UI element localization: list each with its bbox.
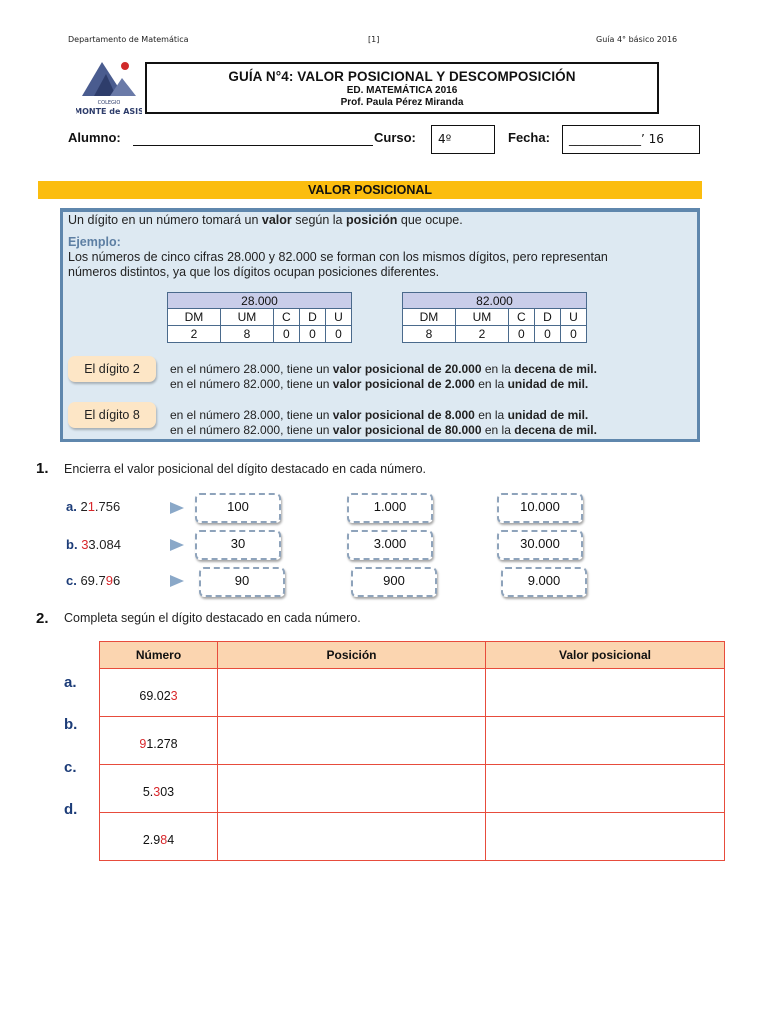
number-cell: 91.278 — [100, 717, 218, 765]
header-d: D — [534, 309, 560, 326]
valor-answer-cell[interactable] — [486, 717, 725, 765]
example-label: Ejemplo: — [68, 235, 121, 249]
teacher-name: Prof. Paula Pérez Miranda — [340, 97, 464, 108]
alumno-field[interactable] — [133, 145, 373, 146]
header-um: UM — [220, 309, 273, 326]
logo-text-top: COLEGIO — [97, 100, 121, 106]
option-c-2[interactable]: 900 — [351, 567, 437, 597]
number-cell: 69.023 — [100, 669, 218, 717]
table-row — [100, 717, 725, 765]
running-header-left: Departamento de Matemática — [68, 35, 189, 44]
intro-text: Un dígito en un número tomará un valor según la posición que ocupe. — [68, 213, 463, 227]
valor-answer-cell[interactable] — [486, 813, 725, 861]
arrow-right-icon — [170, 539, 184, 551]
header-u: U — [560, 309, 586, 326]
digit-cell: 2 — [455, 326, 508, 343]
exercise-2-number: 2. — [36, 610, 49, 627]
valor-answer-cell[interactable] — [486, 669, 725, 717]
digit-8-line-2: en el número 82.000, tiene un valor posicional de 80.000 en la decena de mil. — [170, 423, 597, 437]
header-u: U — [325, 309, 351, 326]
option-b-2[interactable]: 3.000 — [347, 530, 433, 560]
option-b-3[interactable]: 30.000 — [497, 530, 583, 560]
place-value-table-28000 — [167, 292, 352, 343]
digit-cell: 0 — [325, 326, 351, 343]
fecha-field[interactable]: ____________’ 16 — [562, 125, 700, 154]
digit-cell: 0 — [508, 326, 534, 343]
running-header-right: Guía 4° básico 2016 — [596, 35, 678, 44]
exercise-1-instruction: Encierra el valor posicional del dígito destacado en cada número. — [64, 462, 427, 476]
digit-2-line-1: en el número 28.000, tiene un valor posicional de 20.000 en la decena de mil. — [170, 362, 597, 376]
posicion-answer-cell[interactable] — [218, 717, 486, 765]
header-dm: DM — [403, 309, 456, 326]
header-valor-posicional: Valor posicional — [486, 642, 725, 669]
header-posicion: Posición — [218, 642, 486, 669]
explanation-panel — [60, 208, 700, 442]
header-c: C — [273, 309, 299, 326]
option-a-3[interactable]: 10.000 — [497, 493, 583, 523]
digit-8-label: El dígito 8 — [68, 402, 156, 428]
header-um: UM — [455, 309, 508, 326]
table-row — [100, 765, 725, 813]
header-numero: Número — [100, 642, 218, 669]
table-number: 82.000 — [403, 293, 587, 309]
guide-subtitle: ED. MATEMÁTICA 2016 — [346, 85, 458, 96]
digit-cell: 0 — [299, 326, 325, 343]
header-dm: DM — [168, 309, 221, 326]
table-row — [100, 669, 725, 717]
number-cell: 2.984 — [100, 813, 218, 861]
number-cell: 5.303 — [100, 765, 218, 813]
exercise-1-item-c: c. 69.796 — [66, 573, 121, 588]
posicion-answer-cell[interactable] — [218, 669, 486, 717]
option-a-1[interactable]: 100 — [195, 493, 281, 523]
posicion-answer-cell[interactable] — [218, 813, 486, 861]
exercise-2-instruction: Completa según el dígito destacado en cada número. — [64, 611, 361, 625]
header-d: D — [299, 309, 325, 326]
page-number: [1] — [368, 35, 380, 44]
digit-2-line-2: en el número 82.000, tiene un valor posicional de 2.000 en la unidad de mil. — [170, 377, 589, 391]
option-c-1[interactable]: 90 — [199, 567, 285, 597]
digit-cell: 0 — [534, 326, 560, 343]
exercise-1-item-b: b. 33.084 — [66, 537, 121, 552]
digit-8-line-1: en el número 28.000, tiene un valor posicional de 8.000 en la unidad de mil. — [170, 408, 589, 422]
section-title: VALOR POSICIONAL — [38, 181, 702, 199]
example-line-2: números distintos, ya que los dígitos ocupan posiciones diferentes. — [68, 265, 440, 279]
table-number: 28.000 — [168, 293, 352, 309]
row-letter-a: a. — [64, 674, 77, 691]
digit-cell: 8 — [220, 326, 273, 343]
arrow-right-icon — [170, 502, 184, 514]
school-logo — [76, 56, 142, 122]
digit-cell: 2 — [168, 326, 221, 343]
row-letter-d: d. — [64, 801, 78, 818]
digit-cell: 8 — [403, 326, 456, 343]
curso-field[interactable]: 4º — [431, 125, 495, 154]
fecha-label: Fecha: — [508, 130, 550, 145]
digit-cell: 0 — [560, 326, 586, 343]
logo-text-bottom: MONTE de ASIS — [76, 107, 142, 116]
valor-answer-cell[interactable] — [486, 765, 725, 813]
table-row — [100, 813, 725, 861]
exercise-1-number: 1. — [36, 460, 49, 477]
arrow-right-icon — [170, 575, 184, 587]
header-c: C — [508, 309, 534, 326]
row-letter-b: b. — [64, 716, 78, 733]
guide-title: GUÍA N°4: VALOR POSICIONAL Y DESCOMPOSICIÓN — [228, 69, 576, 84]
posicion-answer-cell[interactable] — [218, 765, 486, 813]
place-value-table-82000 — [402, 292, 587, 343]
title-box — [145, 62, 659, 114]
example-line-1: Los números de cinco cifras 28.000 y 82.000 se forman con los mismos dígitos, pero representan — [68, 250, 608, 264]
exercise-2-table — [99, 641, 725, 861]
option-a-2[interactable]: 1.000 — [347, 493, 433, 523]
curso-label: Curso: — [374, 130, 416, 145]
option-c-3[interactable]: 9.000 — [501, 567, 587, 597]
digit-2-label: El dígito 2 — [68, 356, 156, 382]
option-b-1[interactable]: 30 — [195, 530, 281, 560]
alumno-label: Alumno: — [68, 130, 121, 145]
exercise-1-item-a: a. 21.756 — [66, 499, 121, 514]
digit-cell: 0 — [273, 326, 299, 343]
row-letter-c: c. — [64, 759, 77, 776]
